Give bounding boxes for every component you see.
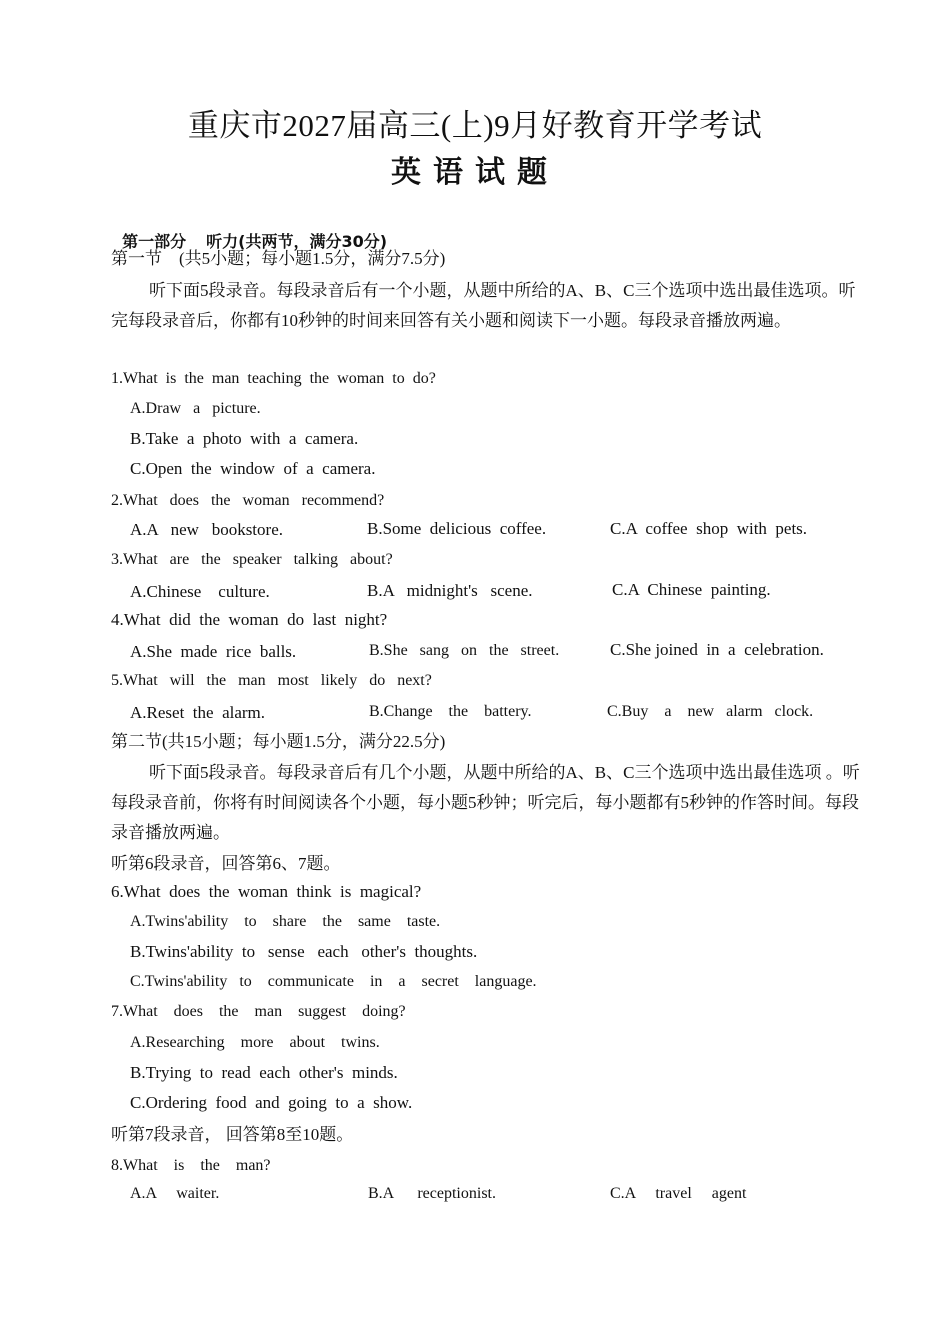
q7-option-c: C.Ordering food and going to a show. [130,1093,413,1112]
question-5: 5.What will the man most likely do next? [111,672,432,689]
q2-option-b: B.Some delicious coffee. [367,519,547,538]
q3-option-a: A.Chinese culture. [130,582,270,601]
q1-option-b: B.Take a photo with a camera. [130,429,359,448]
q4-option-a: A.She made rice balls. [130,642,297,661]
part1-label: 第一部分 [122,232,187,251]
q5-option-c: C.Buy a new alarm clock. [607,703,814,720]
q4-option-c: C.She joined in a celebration. [610,640,824,659]
q6-option-b: B.Twins'ability to sense each other's thoughts. [130,942,478,961]
question-4: 4.What did the woman do last night? [111,610,388,629]
section2-instructions: 听下面5段录音。每段录音后有几个小题，从题中所给的A、B、C三个选项中选出最佳选项 。听每段录音前，你将有时间阅读各个小题，每小题5秒钟；听完后，每小题都有5秒钟的作答时间。每段录音播放两遍。 [111,763,860,842]
part1-desc: 听力(共两节，满分30分) [206,232,388,251]
question-3: 3.What are the speaker talking about? [111,551,393,568]
q1-option-c: C.Open the window of a camera. [130,459,376,478]
question-6: 6.What does the woman think is magical? [111,882,422,901]
q8-option-b: B.A receptionist. [368,1185,496,1202]
passage7-intro: 听第7段录音， 回答第8至10题。 [111,1125,354,1144]
q1-option-a: A.Draw a picture. [130,400,261,417]
exam-title: 重庆市2027届高三(上)9月好教育开学考试 [187,108,763,143]
q8-option-a: A.A waiter. [130,1185,220,1202]
exam-subtitle: 英语试题 [391,156,559,189]
q8-option-c: C.A travel agent [610,1185,747,1202]
q2-option-c: C.A coffee shop with pets. [610,519,808,538]
section1-heading: 第一节 (共5小题；每小题1.5分，满分7.5分) [111,249,446,268]
q3-option-b: B.A midnight's scene. [367,581,533,600]
part1-heading [111,218,387,250]
passage6-intro: 听第6段录音，回答第6、7题。 [111,854,341,873]
q7-option-b: B.Trying to read each other's minds. [130,1063,398,1082]
q7-option-a: A.Researching more about twins. [130,1034,380,1051]
q6-option-a: A.Twins'ability to share the same taste. [130,913,441,930]
question-1: 1.What is the man teaching the woman to do? [111,370,436,387]
section1-instructions: 听下面5段录音。每段录音后有一个小题，从题中所给的A、B、C三个选项中选出最佳选项。听完每段录音后，你都有10秒钟的时间来回答有关小题和阅读下一小题。每段录音播放两遍。 [111,281,856,330]
q5-option-a: A.Reset the alarm. [130,703,266,722]
q2-option-a: A.A new bookstore. [130,520,283,539]
q4-option-b: B.She sang on the street. [369,642,560,659]
q3-option-c: C.A Chinese painting. [612,580,771,599]
q5-option-b: B.Change the battery. [369,703,532,720]
question-2: 2.What does the woman recommend? [111,492,385,509]
section2-heading: 第二节(共15小题；每小题1.5分，满分22.5分) [111,732,446,751]
q6-option-c: C.Twins'ability to communicate in a secret language. [130,973,537,990]
question-8: 8.What is the man? [111,1157,271,1174]
question-7: 7.What does the man suggest doing? [111,1003,406,1020]
